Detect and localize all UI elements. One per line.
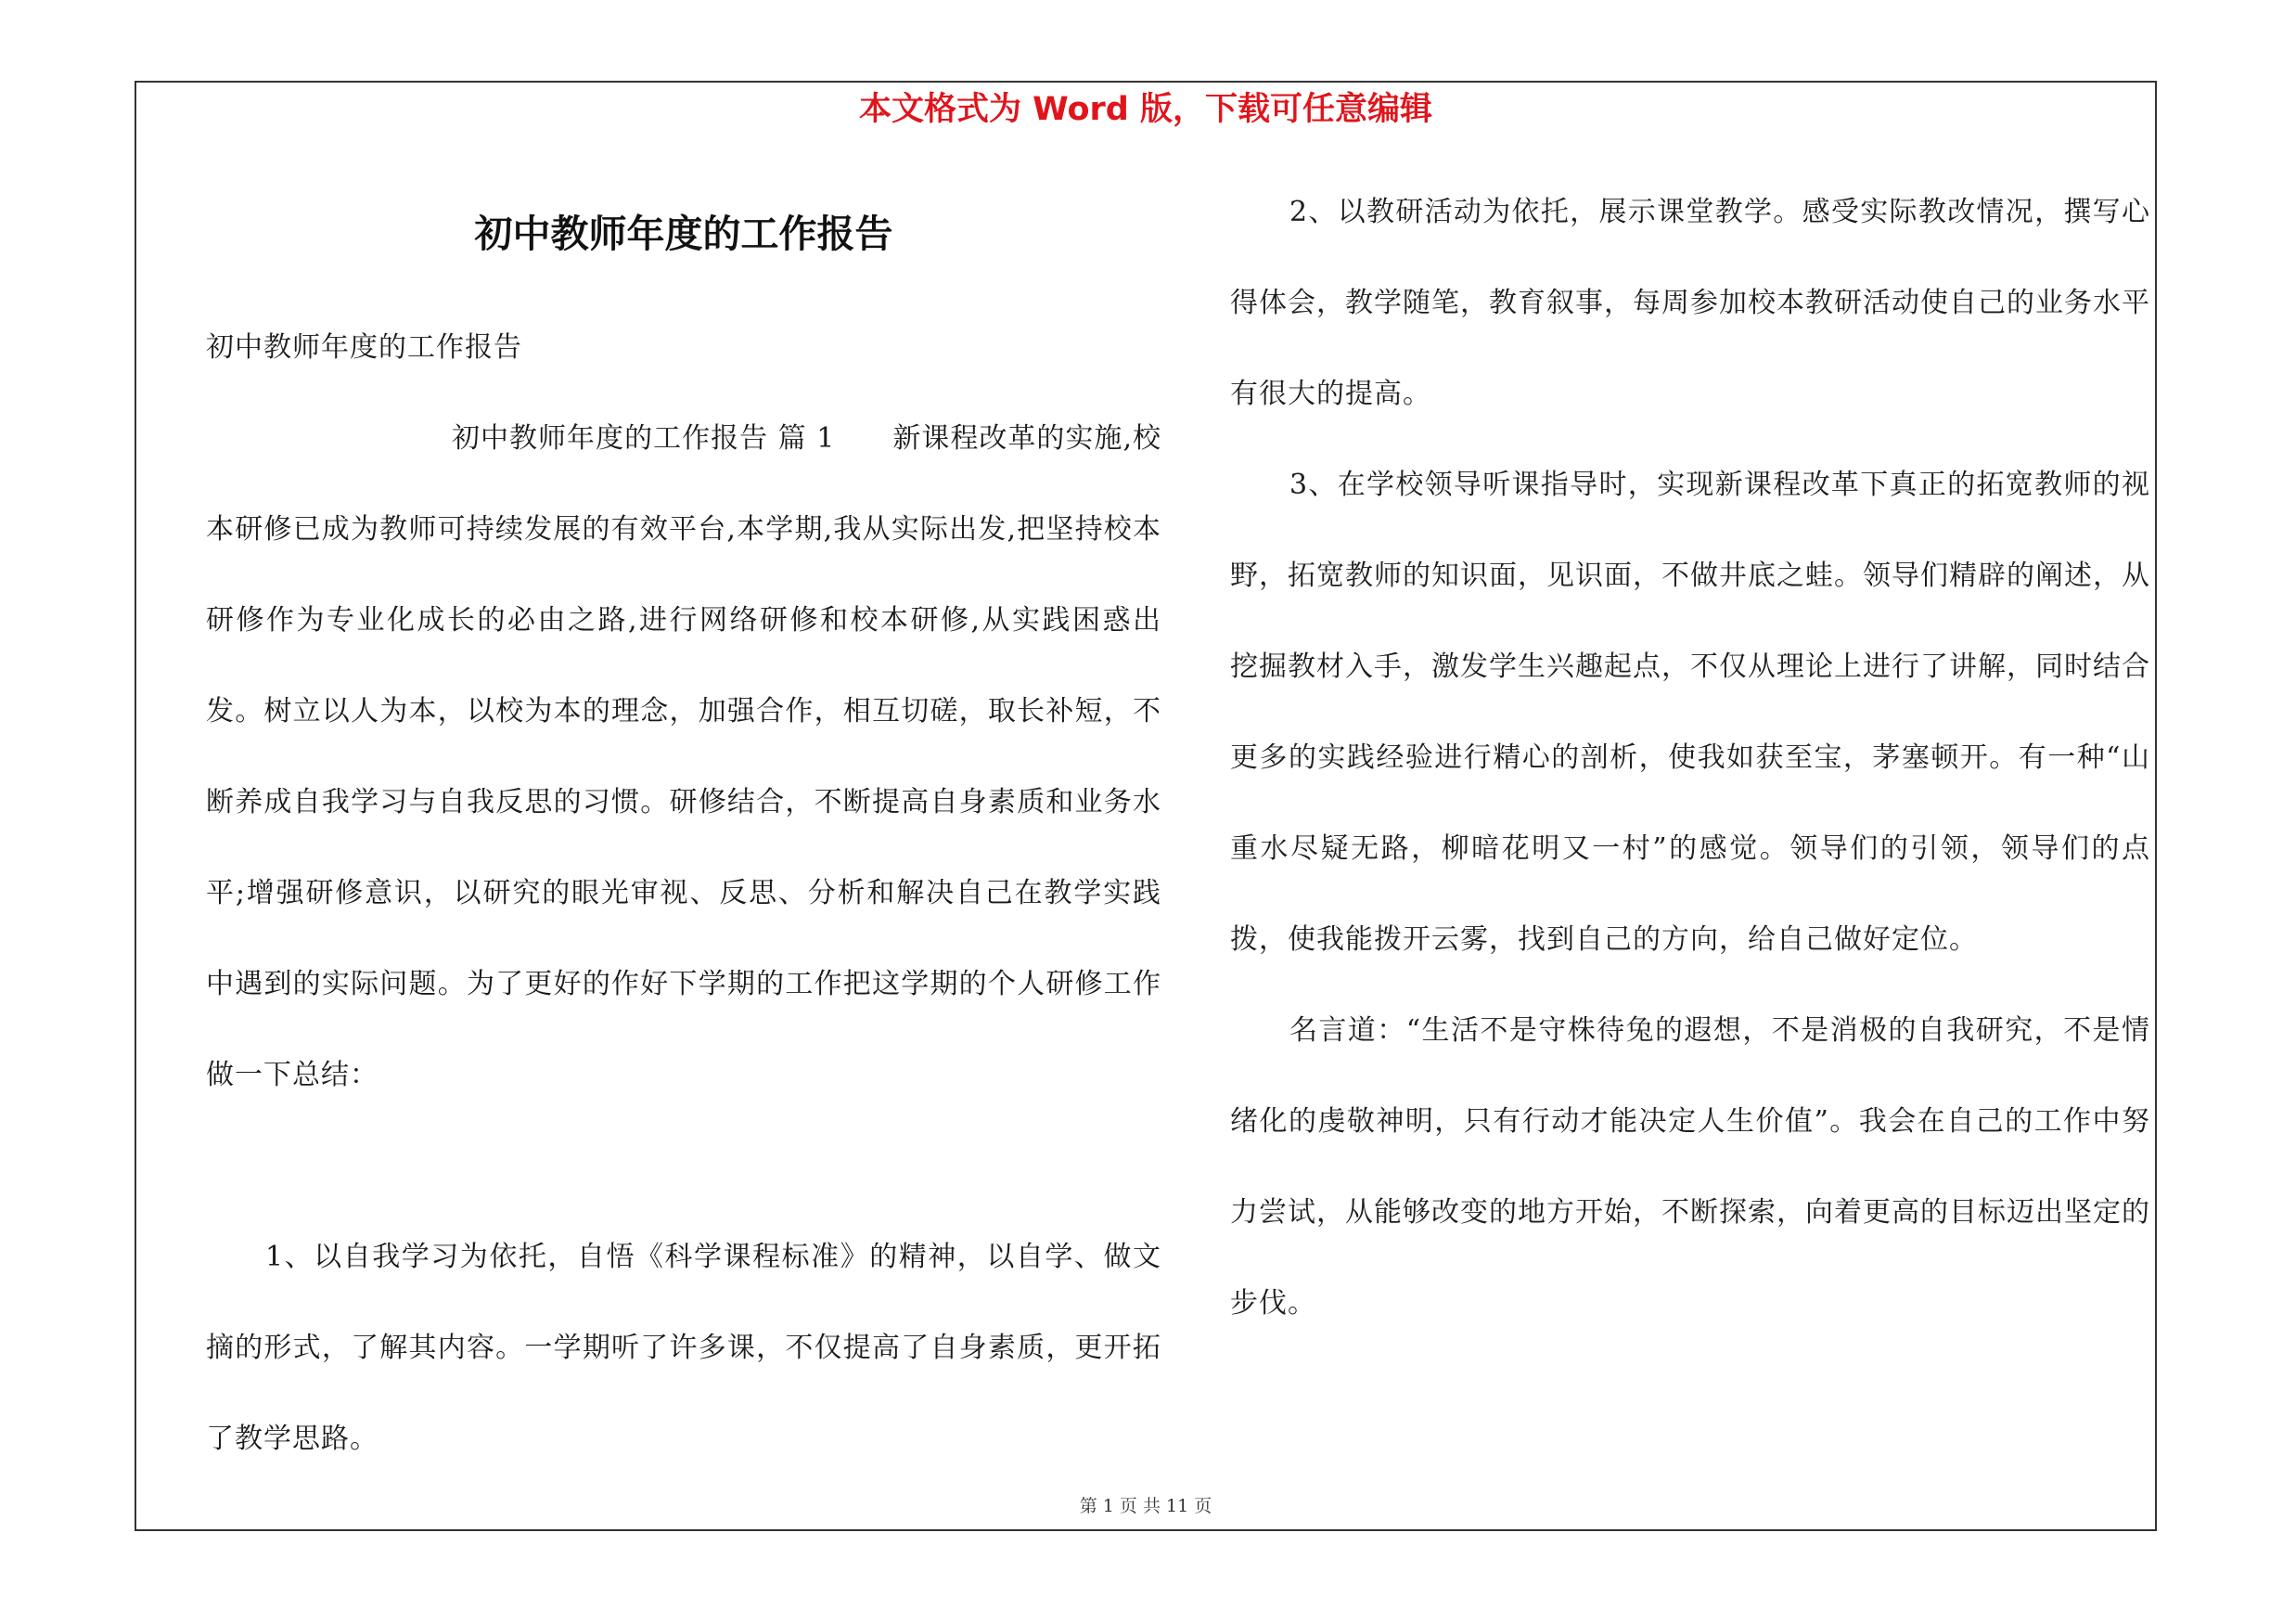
paragraph-4: 3、在学校领导听课指导时，实现新课程改革下真正的拓宽教师的视野，拓宽教师的知识面，见识面，不做井底之蛙。领导们精辟的阐述，从挖掘教材入手，激发学生兴趣起点，不仅从理论上进行了讲解，同时结合更多的实践经验进行精心的剖析，使我如获至宝，茅塞顿开。有一种“山重水尽疑无路，柳暗花明又一村”的感觉。领导们的引领，领导们的点拨，使我能拨开云雾，找到自己的方向，给自己做好定位。	[1230, 469, 2150, 956]
right-column	[1230, 167, 2150, 1349]
paragraph-1-text: 新课程改革的实施,校本研修已成为教师可持续发展的有效平台,本学期,我从实际出发,把坚持校本研修作为专业化成长的必由之路,进行网络研修和校本研修,从实践困惑出发。树立以人为本，以校为本的理念，加强合作，相互切磋，取长补短，不断养成自我学习与自我反思的习惯。研修结合，不断提高自身素质和业务水平;增强研修意识，以研究的眼光审视、反思、分析和解决自己在教学实践中遇到的实际问题。为了更好的作好下学期的工作把这学期的个人研修工作做一下总结：	[206, 422, 1161, 1091]
format-banner: 本文格式为 Word 版，下载可任意编辑	[858, 91, 1433, 128]
document-title: 初中教师年度的工作报告	[474, 212, 893, 256]
paragraph-2: 1、以自我学习为依托，自悟《科学课程标准》的精神，以自学、做文摘的形式，了解其内容。一学期听了许多课，不仅提高了自身素质，更开拓了教学思路。	[206, 1241, 1161, 1455]
heading-gap	[835, 422, 892, 455]
paragraph-5: 名言道：“生活不是守株待兔的遐想，不是消极的自我研究，不是情绪化的虔敬神明，只有行动才能决定人生价值”。我会在自己的工作中努力尝试，从能够改变的地方开始，不断探索，向着更高的目标迈出坚定的步伐。	[1230, 1014, 2150, 1320]
page-footer: 第 1 页 共 11 页	[1079, 1496, 1212, 1516]
paragraph-3: 2、以教研活动为依托，展示课堂教学。感受实际教改情况，撰写心得体会，教学随笔，教育叙事，每周参加校本教研活动使自己的业务水平有很大的提高。	[1230, 196, 2150, 410]
paragraph-1	[206, 393, 1161, 1121]
section-heading: 初中教师年度的工作报告 篇 1	[452, 422, 836, 455]
document-subtitle: 初中教师年度的工作报告	[206, 331, 522, 364]
